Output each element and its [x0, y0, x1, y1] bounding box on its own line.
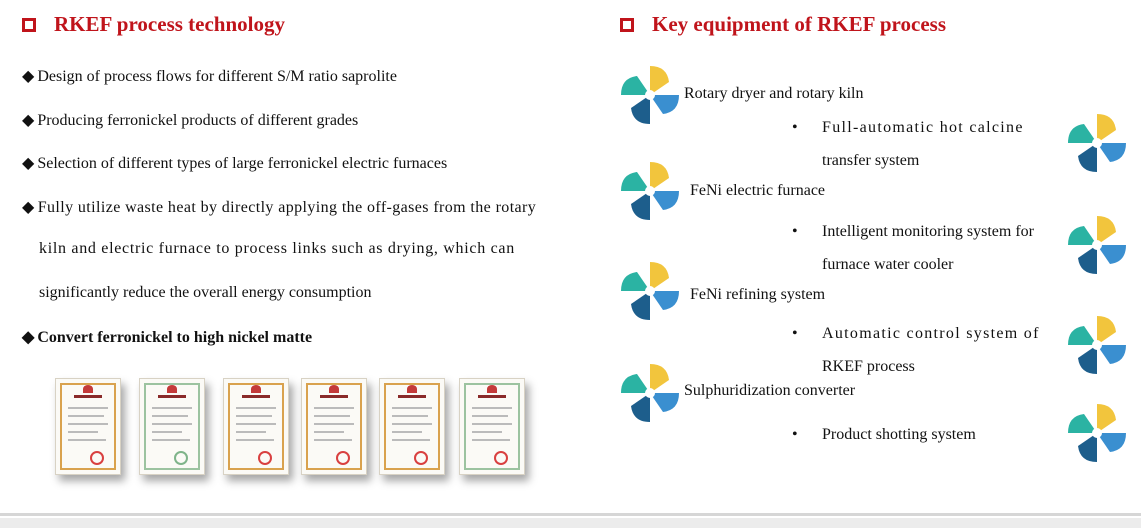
bullet-item: ◆ Producing ferronickel products of different grades	[22, 112, 359, 129]
patent-certificates	[55, 378, 525, 478]
equipment-item: Sulphuridization converter	[684, 382, 856, 399]
pinwheel-icon	[617, 62, 683, 128]
certificate-image	[139, 378, 205, 475]
square-bullet-icon	[620, 18, 634, 32]
certificate-image	[301, 378, 367, 475]
diamond-icon: ◆	[22, 112, 35, 129]
system-item-cont: furnace water cooler	[822, 256, 954, 273]
right-section-header	[620, 12, 946, 37]
pinwheel-icon	[617, 258, 683, 324]
equipment-item: FeNi refining system	[690, 286, 826, 303]
square-bullet-icon	[22, 18, 36, 32]
diamond-icon: ◆	[22, 155, 35, 172]
certificate-image	[55, 378, 121, 475]
right-section-title: Key equipment of RKEF process	[652, 12, 946, 36]
bullet-dot-icon: •	[792, 426, 798, 443]
pinwheel-icon	[1064, 212, 1130, 278]
diamond-icon: ◆	[22, 329, 35, 346]
system-item: • Automatic control system of	[792, 325, 1040, 342]
footer-band	[0, 518, 1141, 528]
pinwheel-icon	[1064, 312, 1130, 378]
bullet-dot-icon: •	[792, 223, 798, 240]
certificate-image	[223, 378, 289, 475]
bullet-dot-icon: •	[792, 325, 799, 342]
pinwheel-icon	[617, 158, 683, 224]
system-item: • Product shotting system	[792, 426, 976, 443]
system-item-cont: transfer system	[822, 152, 920, 169]
bullet-item: ◆ Design of process flows for different S/M ratio saprolite	[22, 68, 397, 85]
pinwheel-icon	[617, 360, 683, 426]
bullet-item: ◆ Fully utilize waste heat by directly applying the off-gases from the rotary	[22, 199, 537, 216]
bullet-continuation: significantly reduce the overall energy consumption	[39, 284, 372, 301]
footer-divider	[0, 513, 1141, 516]
bullet-dot-icon: •	[792, 119, 799, 136]
certificate-image	[379, 378, 445, 475]
diamond-icon: ◆	[22, 199, 35, 216]
system-item: • Intelligent monitoring system for	[792, 223, 1034, 240]
diamond-icon: ◆	[22, 68, 35, 85]
left-section-title: RKEF process technology	[54, 12, 285, 36]
system-item: • Full-automatic hot calcine	[792, 119, 1024, 136]
left-section-header	[22, 12, 285, 37]
bullet-continuation: kiln and electric furnace to process links such as drying, which can	[39, 240, 515, 257]
system-item-cont: RKEF process	[822, 358, 915, 375]
pinwheel-icon	[1064, 110, 1130, 176]
bullet-item: ◆ Selection of different types of large ferronickel electric furnaces	[22, 155, 448, 172]
certificate-image	[459, 378, 525, 475]
equipment-item: FeNi electric furnace	[690, 182, 826, 199]
pinwheel-icon	[1064, 400, 1130, 466]
bullet-item-bold: ◆ Convert ferronickel to high nickel matte	[22, 329, 313, 346]
equipment-item: Rotary dryer and rotary kiln	[684, 85, 864, 102]
